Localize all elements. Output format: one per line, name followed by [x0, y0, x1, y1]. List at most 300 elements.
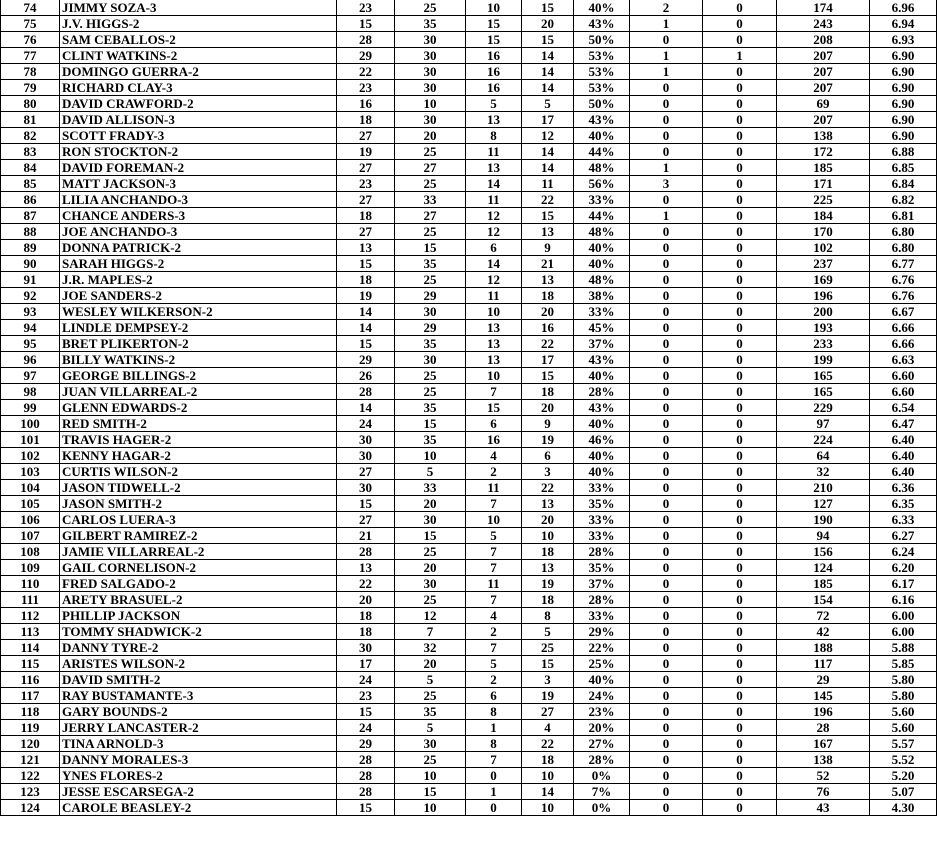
value-cell: 33: [395, 480, 466, 496]
table-row: [1, 144, 937, 160]
average-cell: 6.77: [870, 256, 937, 272]
value-cell: 225: [777, 192, 870, 208]
percent-cell: 33%: [574, 480, 630, 496]
percent-cell: 53%: [574, 48, 630, 64]
percent-cell: 33%: [574, 304, 630, 320]
rank-cell: 108: [1, 544, 60, 560]
average-cell: 6.66: [870, 336, 937, 352]
rank-cell: 96: [1, 352, 60, 368]
name-cell: PHILLIP JACKSON: [60, 608, 337, 624]
value-cell: 5: [395, 720, 466, 736]
value-cell: 15: [337, 800, 395, 816]
average-cell: 5.80: [870, 672, 937, 688]
value-cell: 12: [395, 608, 466, 624]
value-cell: 12: [466, 272, 522, 288]
value-cell: 154: [777, 592, 870, 608]
name-cell: CARLOS LUERA-3: [60, 512, 337, 528]
percent-cell: 40%: [574, 368, 630, 384]
rank-cell: 101: [1, 432, 60, 448]
percent-cell: 40%: [574, 240, 630, 256]
average-cell: 6.80: [870, 240, 937, 256]
value-cell: 25: [395, 224, 466, 240]
value-cell: 15: [395, 240, 466, 256]
percent-cell: 23%: [574, 704, 630, 720]
value-cell: 30: [395, 112, 466, 128]
average-cell: 6.76: [870, 272, 937, 288]
percent-cell: 24%: [574, 688, 630, 704]
table-row: [1, 800, 937, 816]
percent-cell: 45%: [574, 320, 630, 336]
value-cell: 16: [466, 432, 522, 448]
value-cell: 14: [337, 320, 395, 336]
percent-cell: 37%: [574, 576, 630, 592]
rank-cell: 116: [1, 672, 60, 688]
value-cell: 14: [522, 144, 574, 160]
percent-cell: 48%: [574, 224, 630, 240]
rank-cell: 100: [1, 416, 60, 432]
value-cell: 35: [395, 16, 466, 32]
value-cell: 0: [703, 576, 777, 592]
value-cell: 27: [395, 160, 466, 176]
percent-cell: 40%: [574, 128, 630, 144]
value-cell: 0: [703, 160, 777, 176]
value-cell: 22: [337, 576, 395, 592]
average-cell: 5.57: [870, 736, 937, 752]
average-cell: 6.35: [870, 496, 937, 512]
value-cell: 165: [777, 384, 870, 400]
value-cell: 24: [337, 720, 395, 736]
value-cell: 5: [522, 624, 574, 640]
value-cell: 29: [777, 672, 870, 688]
table-row: [1, 608, 937, 624]
value-cell: 171: [777, 176, 870, 192]
value-cell: 27: [337, 128, 395, 144]
value-cell: 14: [522, 48, 574, 64]
value-cell: 207: [777, 112, 870, 128]
percent-cell: 28%: [574, 752, 630, 768]
rank-cell: 109: [1, 560, 60, 576]
name-cell: JOE ANCHANDO-3: [60, 224, 337, 240]
name-cell: JERRY LANCASTER-2: [60, 720, 337, 736]
average-cell: 6.60: [870, 384, 937, 400]
value-cell: 0: [630, 496, 703, 512]
rank-cell: 111: [1, 592, 60, 608]
value-cell: 0: [630, 112, 703, 128]
value-cell: 10: [522, 800, 574, 816]
value-cell: 0: [703, 704, 777, 720]
value-cell: 0: [703, 480, 777, 496]
value-cell: 5: [466, 96, 522, 112]
value-cell: 13: [466, 160, 522, 176]
value-cell: 0: [630, 704, 703, 720]
name-cell: BILLY WATKINS-2: [60, 352, 337, 368]
name-cell: GARY BOUNDS-2: [60, 704, 337, 720]
rank-cell: 122: [1, 768, 60, 784]
value-cell: 29: [337, 352, 395, 368]
value-cell: 13: [337, 560, 395, 576]
name-cell: MATT JACKSON-3: [60, 176, 337, 192]
value-cell: 15: [337, 256, 395, 272]
table-row: [1, 16, 937, 32]
value-cell: 0: [703, 272, 777, 288]
name-cell: KENNY HAGAR-2: [60, 448, 337, 464]
value-cell: 30: [395, 48, 466, 64]
rank-cell: 78: [1, 64, 60, 80]
percent-cell: 56%: [574, 176, 630, 192]
table-row: [1, 320, 937, 336]
value-cell: 156: [777, 544, 870, 560]
rank-cell: 99: [1, 400, 60, 416]
percent-cell: 28%: [574, 384, 630, 400]
percent-cell: 33%: [574, 192, 630, 208]
value-cell: 1: [630, 160, 703, 176]
value-cell: 5: [466, 656, 522, 672]
value-cell: 7: [466, 560, 522, 576]
average-cell: 6.90: [870, 48, 937, 64]
value-cell: 14: [522, 160, 574, 176]
name-cell: JAMIE VILLARREAL-2: [60, 544, 337, 560]
name-cell: RON STOCKTON-2: [60, 144, 337, 160]
rank-cell: 95: [1, 336, 60, 352]
value-cell: 11: [466, 288, 522, 304]
table-row: [1, 704, 937, 720]
value-cell: 2: [630, 0, 703, 16]
table-row: [1, 192, 937, 208]
value-cell: 32: [777, 464, 870, 480]
value-cell: 14: [522, 64, 574, 80]
value-cell: 7: [466, 496, 522, 512]
value-cell: 17: [522, 352, 574, 368]
rank-cell: 82: [1, 128, 60, 144]
value-cell: 102: [777, 240, 870, 256]
value-cell: 15: [337, 336, 395, 352]
value-cell: 196: [777, 288, 870, 304]
value-cell: 18: [337, 208, 395, 224]
value-cell: 7: [466, 544, 522, 560]
table-row: [1, 64, 937, 80]
rank-cell: 86: [1, 192, 60, 208]
average-cell: 6.90: [870, 112, 937, 128]
value-cell: 25: [395, 176, 466, 192]
value-cell: 23: [337, 688, 395, 704]
value-cell: 5: [522, 96, 574, 112]
table-row: [1, 432, 937, 448]
value-cell: 0: [630, 800, 703, 816]
value-cell: 0: [703, 464, 777, 480]
value-cell: 16: [522, 320, 574, 336]
name-cell: DANNY MORALES-3: [60, 752, 337, 768]
value-cell: 0: [703, 784, 777, 800]
table-row: [1, 624, 937, 640]
value-cell: 94: [777, 528, 870, 544]
value-cell: 138: [777, 128, 870, 144]
value-cell: 13: [466, 352, 522, 368]
value-cell: 4: [466, 608, 522, 624]
name-cell: LINDLE DEMPSEY-2: [60, 320, 337, 336]
value-cell: 19: [337, 144, 395, 160]
value-cell: 207: [777, 48, 870, 64]
value-cell: 0: [630, 416, 703, 432]
average-cell: 5.88: [870, 640, 937, 656]
value-cell: 30: [337, 640, 395, 656]
value-cell: 43: [777, 800, 870, 816]
name-cell: DAVID FOREMAN-2: [60, 160, 337, 176]
rank-cell: 93: [1, 304, 60, 320]
value-cell: 10: [522, 528, 574, 544]
name-cell: JESSE ESCARSEGA-2: [60, 784, 337, 800]
name-cell: J.V. HIGGS-2: [60, 16, 337, 32]
value-cell: 0: [703, 144, 777, 160]
percent-cell: 46%: [574, 432, 630, 448]
name-cell: DONNA PATRICK-2: [60, 240, 337, 256]
value-cell: 25: [395, 592, 466, 608]
value-cell: 28: [337, 784, 395, 800]
value-cell: 0: [703, 368, 777, 384]
rank-cell: 114: [1, 640, 60, 656]
table-row: [1, 752, 937, 768]
table-row: [1, 112, 937, 128]
value-cell: 22: [522, 736, 574, 752]
name-cell: GEORGE BILLINGS-2: [60, 368, 337, 384]
percent-cell: 27%: [574, 736, 630, 752]
value-cell: 0: [703, 560, 777, 576]
value-cell: 42: [777, 624, 870, 640]
value-cell: 33: [395, 192, 466, 208]
value-cell: 169: [777, 272, 870, 288]
value-cell: 237: [777, 256, 870, 272]
value-cell: 15: [337, 16, 395, 32]
percent-cell: 28%: [574, 592, 630, 608]
value-cell: 32: [395, 640, 466, 656]
value-cell: 16: [466, 48, 522, 64]
value-cell: 199: [777, 352, 870, 368]
value-cell: 17: [522, 112, 574, 128]
table-row: [1, 720, 937, 736]
rank-cell: 94: [1, 320, 60, 336]
value-cell: 7: [466, 384, 522, 400]
value-cell: 27: [337, 160, 395, 176]
percent-cell: 37%: [574, 336, 630, 352]
average-cell: 6.60: [870, 368, 937, 384]
value-cell: 188: [777, 640, 870, 656]
name-cell: CAROLE BEASLEY-2: [60, 800, 337, 816]
name-cell: RED SMITH-2: [60, 416, 337, 432]
value-cell: 15: [466, 32, 522, 48]
percent-cell: 38%: [574, 288, 630, 304]
rank-cell: 113: [1, 624, 60, 640]
name-cell: WESLEY WILKERSON-2: [60, 304, 337, 320]
name-cell: ARETY BRASUEL-2: [60, 592, 337, 608]
value-cell: 0: [703, 432, 777, 448]
value-cell: 18: [337, 608, 395, 624]
name-cell: GAIL CORNELISON-2: [60, 560, 337, 576]
average-cell: 6.54: [870, 400, 937, 416]
value-cell: 52: [777, 768, 870, 784]
table-row: [1, 160, 937, 176]
value-cell: 0: [703, 544, 777, 560]
value-cell: 18: [522, 544, 574, 560]
table-row: [1, 288, 937, 304]
value-cell: 0: [703, 16, 777, 32]
value-cell: 13: [337, 240, 395, 256]
value-cell: 13: [522, 560, 574, 576]
table-row: [1, 656, 937, 672]
value-cell: 233: [777, 336, 870, 352]
value-cell: 72: [777, 608, 870, 624]
value-cell: 0: [703, 336, 777, 352]
value-cell: 4: [466, 448, 522, 464]
value-cell: 10: [466, 368, 522, 384]
value-cell: 27: [522, 704, 574, 720]
value-cell: 0: [630, 272, 703, 288]
value-cell: 11: [466, 480, 522, 496]
name-cell: SCOTT FRADY-3: [60, 128, 337, 144]
value-cell: 27: [337, 512, 395, 528]
standings-body: [1, 0, 937, 816]
value-cell: 0: [630, 128, 703, 144]
value-cell: 25: [395, 368, 466, 384]
value-cell: 5: [395, 464, 466, 480]
rank-cell: 124: [1, 800, 60, 816]
value-cell: 10: [466, 304, 522, 320]
value-cell: 243: [777, 16, 870, 32]
value-cell: 22: [522, 336, 574, 352]
value-cell: 0: [466, 768, 522, 784]
value-cell: 35: [395, 432, 466, 448]
percent-cell: 44%: [574, 144, 630, 160]
value-cell: 22: [337, 64, 395, 80]
table-row: [1, 336, 937, 352]
value-cell: 18: [337, 624, 395, 640]
value-cell: 0: [703, 672, 777, 688]
value-cell: 10: [395, 96, 466, 112]
value-cell: 13: [522, 224, 574, 240]
value-cell: 0: [630, 288, 703, 304]
value-cell: 0: [703, 352, 777, 368]
value-cell: 6: [466, 416, 522, 432]
value-cell: 0: [630, 432, 703, 448]
rank-cell: 92: [1, 288, 60, 304]
value-cell: 0: [630, 640, 703, 656]
value-cell: 0: [703, 224, 777, 240]
value-cell: 0: [630, 480, 703, 496]
average-cell: 6.84: [870, 176, 937, 192]
value-cell: 2: [466, 624, 522, 640]
name-cell: BRET PLIKERTON-2: [60, 336, 337, 352]
value-cell: 13: [522, 272, 574, 288]
value-cell: 0: [630, 400, 703, 416]
average-cell: 6.00: [870, 624, 937, 640]
average-cell: 4.30: [870, 800, 937, 816]
value-cell: 0: [630, 368, 703, 384]
value-cell: 7: [466, 752, 522, 768]
percent-cell: 43%: [574, 16, 630, 32]
value-cell: 11: [466, 144, 522, 160]
average-cell: 6.66: [870, 320, 937, 336]
value-cell: 24: [337, 416, 395, 432]
value-cell: 184: [777, 208, 870, 224]
value-cell: 35: [395, 256, 466, 272]
value-cell: 11: [466, 192, 522, 208]
value-cell: 10: [466, 512, 522, 528]
table-row: [1, 352, 937, 368]
value-cell: 17: [337, 656, 395, 672]
value-cell: 0: [703, 496, 777, 512]
percent-cell: 35%: [574, 496, 630, 512]
value-cell: 30: [395, 352, 466, 368]
rank-cell: 90: [1, 256, 60, 272]
value-cell: 18: [337, 112, 395, 128]
value-cell: 1: [630, 208, 703, 224]
name-cell: ARISTES WILSON-2: [60, 656, 337, 672]
average-cell: 6.40: [870, 464, 937, 480]
name-cell: JIMMY SOZA-3: [60, 0, 337, 16]
value-cell: 19: [337, 288, 395, 304]
value-cell: 3: [630, 176, 703, 192]
percent-cell: 35%: [574, 560, 630, 576]
average-cell: 6.76: [870, 288, 937, 304]
value-cell: 0: [703, 800, 777, 816]
percent-cell: 33%: [574, 608, 630, 624]
value-cell: 27: [337, 192, 395, 208]
value-cell: 145: [777, 688, 870, 704]
value-cell: 15: [466, 400, 522, 416]
average-cell: 6.00: [870, 608, 937, 624]
percent-cell: 53%: [574, 80, 630, 96]
value-cell: 7: [466, 592, 522, 608]
value-cell: 0: [630, 512, 703, 528]
name-cell: CHANCE ANDERS-3: [60, 208, 337, 224]
value-cell: 170: [777, 224, 870, 240]
value-cell: 1: [630, 16, 703, 32]
value-cell: 15: [395, 416, 466, 432]
percent-cell: 33%: [574, 528, 630, 544]
average-cell: 6.80: [870, 224, 937, 240]
table-row: [1, 0, 937, 16]
value-cell: 0: [703, 768, 777, 784]
name-cell: DAVID SMITH-2: [60, 672, 337, 688]
table-row: [1, 736, 937, 752]
value-cell: 3: [522, 464, 574, 480]
table-row: [1, 592, 937, 608]
percent-cell: 43%: [574, 352, 630, 368]
value-cell: 0: [630, 688, 703, 704]
rank-cell: 74: [1, 0, 60, 16]
average-cell: 6.90: [870, 96, 937, 112]
value-cell: 0: [630, 624, 703, 640]
value-cell: 28: [337, 752, 395, 768]
value-cell: 15: [522, 208, 574, 224]
value-cell: 190: [777, 512, 870, 528]
table-row: [1, 672, 937, 688]
value-cell: 1: [703, 48, 777, 64]
value-cell: 0: [703, 208, 777, 224]
value-cell: 18: [522, 592, 574, 608]
average-cell: 6.90: [870, 80, 937, 96]
value-cell: 0: [703, 624, 777, 640]
rank-cell: 117: [1, 688, 60, 704]
value-cell: 10: [395, 800, 466, 816]
name-cell: TRAVIS HAGER-2: [60, 432, 337, 448]
value-cell: 30: [395, 80, 466, 96]
value-cell: 16: [466, 80, 522, 96]
name-cell: JASON SMITH-2: [60, 496, 337, 512]
table-row: [1, 304, 937, 320]
value-cell: 0: [703, 416, 777, 432]
rank-cell: 81: [1, 112, 60, 128]
value-cell: 0: [630, 320, 703, 336]
value-cell: 28: [337, 768, 395, 784]
